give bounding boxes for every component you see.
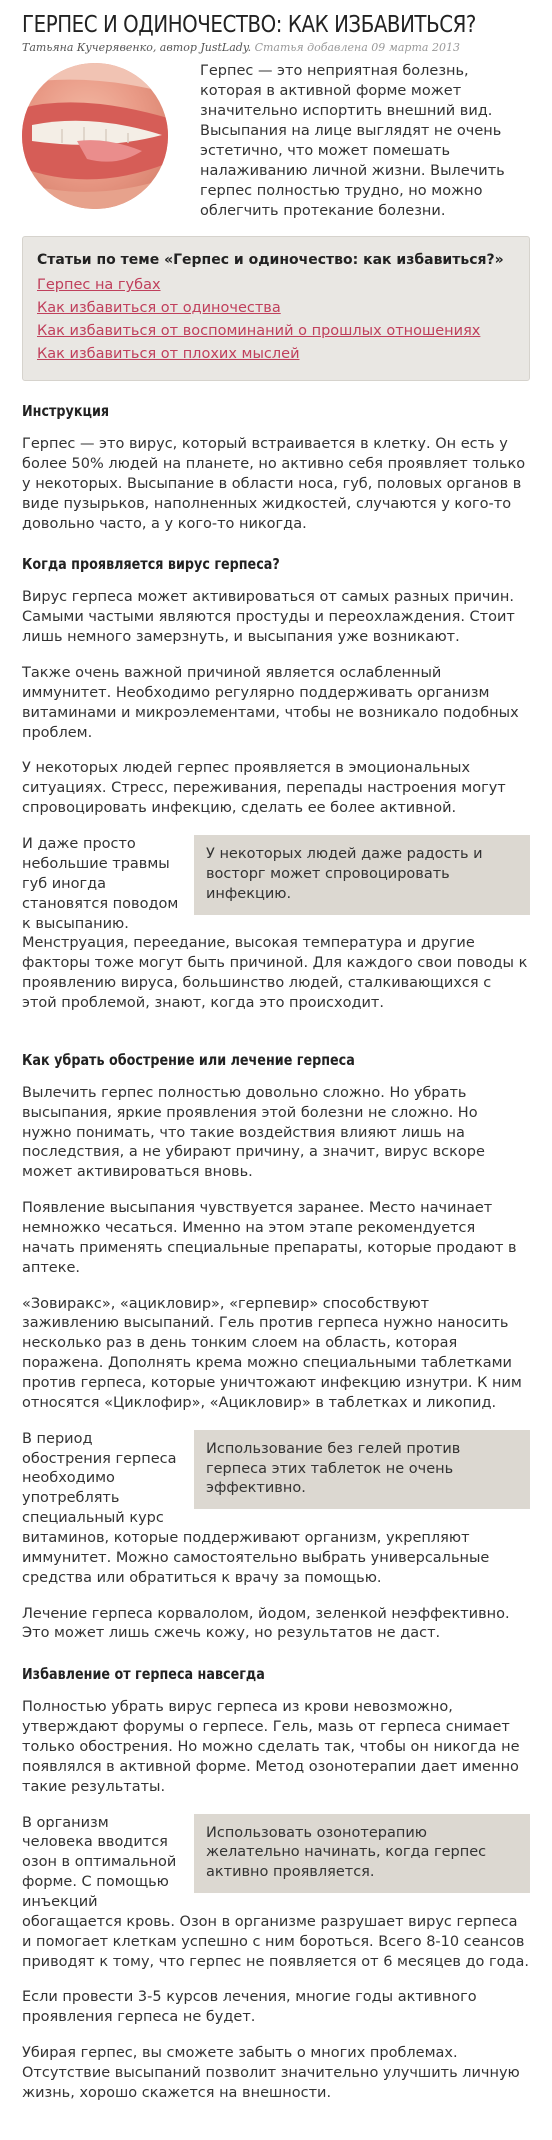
paragraph: И даже просто небольшие травмы губ иногда становятся поводом к высыпанию. Менструация, переедание, высокая температура и другие факторы тоже могут быть причиной. Для каждого свои поводы к проявлению вируса, большинство людей, сталкивающихся с этой проблемой, знают, когда это происходит. — [22, 836, 528, 1011]
paragraph: Лечение герпеса корвалолом, йодом, зеленкой неэффективно. Это может лишь сжечь кожу, но результатов не даст. — [22, 1605, 510, 1642]
paragraph: В организм человека вводится озон в оптимальной форме. С помощью инъекций обогащается кровь. Озон в организме разрушает вирус герпеса и помогает клеткам успешно с ним бороться. Всего 8-10 сеансов приводят к тому, что герпес не появляется от 6 месяцев до года. — [22, 1814, 530, 1970]
lips-photo — [22, 63, 168, 209]
section-heading: Когда проявляется вирус герпеса? — [22, 555, 280, 574]
section-heading: Инструкция — [22, 402, 110, 421]
section-heading: Как убрать обострение или лечение герпеса — [22, 1050, 355, 1069]
paragraph: «Зовиракс», «ацикловир», «герпевир» способствуют заживлению высыпаний. Гель против герпеса нужно наносить несколько раз в день тонким слоем на область, которая поражена. Дополнять крема можно специальными таблетками против герпеса, которые уничтожают инфекцию изнутри. К ним относятся «Циклофир», «Ацикловир» в таблетках и ликопид. — [22, 1295, 522, 1411]
pull-quote: У некоторых людей даже радость и восторг может спровоцировать инфекцию. — [194, 835, 530, 915]
intro-block — [22, 61, 530, 219]
publish-date: Статья добавлена 09 марта 2013 — [254, 41, 460, 54]
paragraph: Также очень важной причиной является ослабленный иммунитет. Необходимо регулярно поддерживать организм витаминами и микроэлементами, чтобы не возникало подобных проблем. — [22, 665, 519, 741]
related-link[interactable]: Как избавиться от воспоминаний о прошлых отношениях — [37, 323, 481, 340]
paragraph: Вылечить герпес полностью довольно сложно. Но убрать высыпания, яркие проявления этой болезни не сложно. Но нужно понимать, что такие воздействия влияют лишь на последствия, а не убирают причину, а значит, вирус вскоре может активироваться вновь. — [22, 1084, 485, 1181]
section-heading: Избавление от герпеса навсегда — [22, 1665, 265, 1684]
related-link[interactable]: Как избавиться от одиночества — [37, 300, 281, 317]
intro-text: Герпес — это неприятная болезнь, которая в активной форме может значительно испортить внешний вид. Высыпания на лице выглядят не очень эстетично, что может помешать налаживанию личной жизни. Вылечить герпес полностью трудно, но можно облегчить протекание болезни. — [200, 63, 505, 219]
paragraph: Появление высыпания чувствуется заранее. Место начинает немножко чесаться. Именно на этом этапе рекомендуется начать применять специальные препараты, которые продают в аптеке. — [22, 1200, 517, 1276]
paragraph: Убирая герпес, вы сможете забыть о многих проблемах. Отсутствие высыпаний позволит значительно улучшить личную жизнь, хорошо скажется на внешности. — [22, 2045, 520, 2101]
pull-quote: Использовать озонотерапию желательно начинать, когда герпес активно проявляется. — [194, 1814, 530, 1894]
paragraph: Полностью убрать вирус герпеса из крови невозможно, утверждают форумы о герпесе. Гель, мазь от герпеса снимает только обострения. Но можно сделать так, чтобы он никогда не появлялся в активной форме. Метод озонотерапии дает именно такие результаты. — [22, 1699, 520, 1795]
byline — [22, 41, 530, 55]
article-title: ГЕРПЕС И ОДИНОЧЕСТВО: КАК ИЗБАВИТЬСЯ? — [22, 12, 476, 38]
paragraph: Вирус герпеса может активироваться от самых разных причин. Самыми частыми являются простуды и переохлаждения. Стоит лишь немного замерзнуть, и высыпания уже возникают. — [22, 589, 515, 646]
paragraph: Герпес — это вирус, который встраивается в клетку. Он есть у более 50% людей на планете, но активно себя проявляет только у некоторых. Высыпание в области носа, губ, половых органов в виде пузырьков, наполненных жидкостей, случаются у кого-то довольно часто, а у кого-то никогда. — [22, 436, 526, 532]
related-link[interactable]: Герпес на губах — [37, 277, 161, 294]
related-heading: Статьи по теме «Герпес и одиночество: как избавиться?» — [37, 252, 504, 268]
related-articles-box — [22, 236, 530, 381]
paragraph: В период обострения герпеса необходимо употреблять специальный курс витаминов, которые поддерживают организм, укрепляют иммунитет. Можно самостоятельно выбрать универсальные средства или обратиться к врачу за помощью. — [22, 1430, 490, 1586]
author: Татьяна Кучерявенко, автор JustLady. — [22, 41, 252, 54]
paragraph: Если провести 3-5 курсов лечения, многие годы активного проявления герпеса не будет. — [22, 1989, 477, 2026]
related-link[interactable]: Как избавиться от плохих мыслей — [37, 346, 300, 363]
pull-quote: Использование без гелей против герпеса этих таблеток не очень эффективно. — [194, 1430, 530, 1510]
paragraph: У некоторых людей герпес проявляется в эмоциональных ситуациях. Стресс, переживания, перепады настроения могут спровоцировать инфекцию, сделать ее более активной. — [22, 760, 506, 817]
